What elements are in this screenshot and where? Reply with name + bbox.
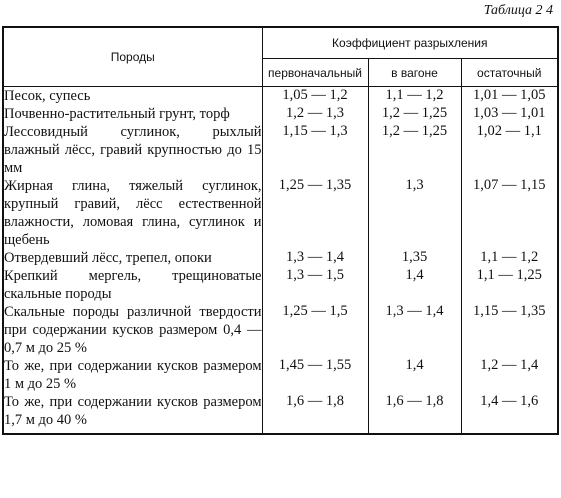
wagon-cell: 1,35 <box>368 249 461 267</box>
rock-cell: Почвенно-растительный грунт, торф <box>3 105 262 123</box>
rock-cell: Жирная глина, тяжелый суглинок, крупный гравий, лёсс естественной влажности, ломовая глина, суглинок и щебень <box>4 178 262 248</box>
header-initial: первоначальный <box>262 59 368 87</box>
initial-cell: 1,15 — 1,3 <box>262 123 368 177</box>
table-row <box>3 303 558 357</box>
wagon-cell: 1,3 <box>368 177 461 249</box>
header-rocks: Породы <box>3 27 262 87</box>
wagon-cell: 1,2 — 1,25 <box>368 123 461 177</box>
wagon-cell: 1,6 — 1,8 <box>368 393 461 434</box>
residual-cell: 1,1 — 1,25 <box>461 267 558 303</box>
wagon-cell: 1,2 — 1,25 <box>368 105 461 123</box>
header-residual: остаточный <box>461 59 558 87</box>
residual-cell: 1,2 — 1,4 <box>461 357 558 393</box>
initial-cell: 1,3 — 1,5 <box>262 267 368 303</box>
table-row <box>3 177 558 249</box>
table-row <box>3 393 558 434</box>
initial-cell: 1,25 — 1,5 <box>262 303 368 357</box>
loosening-coefficient-table <box>2 26 559 435</box>
initial-cell: 1,05 — 1,2 <box>262 87 368 106</box>
table-row <box>3 357 558 393</box>
wagon-cell: 1,4 <box>368 267 461 303</box>
residual-cell: 1,07 — 1,15 <box>461 177 558 249</box>
rock-cell: Лессовидный суглинок, рыхлый влажный лёсс, гравий крупностью до 15 мм <box>4 124 262 176</box>
header-coefficient-group: Коэффициент разрыхления <box>262 27 558 59</box>
rock-cell: Отвердевший лёсс, трепел, опоки <box>3 249 262 267</box>
table-row <box>3 87 558 106</box>
table-row <box>3 249 558 267</box>
rock-cell: Скальные породы различной твердости при содержании кусков размером 0,4 — 0,7 м до 25 % <box>4 304 262 356</box>
residual-cell: 1,15 — 1,35 <box>461 303 558 357</box>
residual-cell: 1,02 — 1,1 <box>461 123 558 177</box>
rock-cell: Песок, супесь <box>3 87 262 106</box>
residual-cell: 1,4 — 1,6 <box>461 393 558 434</box>
header-wagon: в вагоне <box>368 59 461 87</box>
initial-cell: 1,3 — 1,4 <box>262 249 368 267</box>
wagon-cell: 1,1 — 1,2 <box>368 87 461 106</box>
initial-cell: 1,25 — 1,35 <box>262 177 368 249</box>
wagon-cell: 1,4 <box>368 357 461 393</box>
table-row <box>3 267 558 303</box>
initial-cell: 1,6 — 1,8 <box>262 393 368 434</box>
rock-cell: То же, при содержании кусков размером 1 м до 25 % <box>4 358 262 392</box>
table-caption: Таблица 2 4 <box>483 3 553 18</box>
wagon-cell: 1,3 — 1,4 <box>368 303 461 357</box>
initial-cell: 1,2 — 1,3 <box>262 105 368 123</box>
residual-cell: 1,01 — 1,05 <box>461 87 558 106</box>
residual-cell: 1,03 — 1,01 <box>461 105 558 123</box>
table-row <box>3 123 558 177</box>
rock-cell: То же, при содержании кусков размером 1,7 м до 40 % <box>3 393 262 434</box>
table-row <box>3 105 558 123</box>
residual-cell: 1,1 — 1,2 <box>461 249 558 267</box>
rock-cell: Крепкий мергель, трещиноватые скальные породы <box>4 268 262 302</box>
initial-cell: 1,45 — 1,55 <box>262 357 368 393</box>
